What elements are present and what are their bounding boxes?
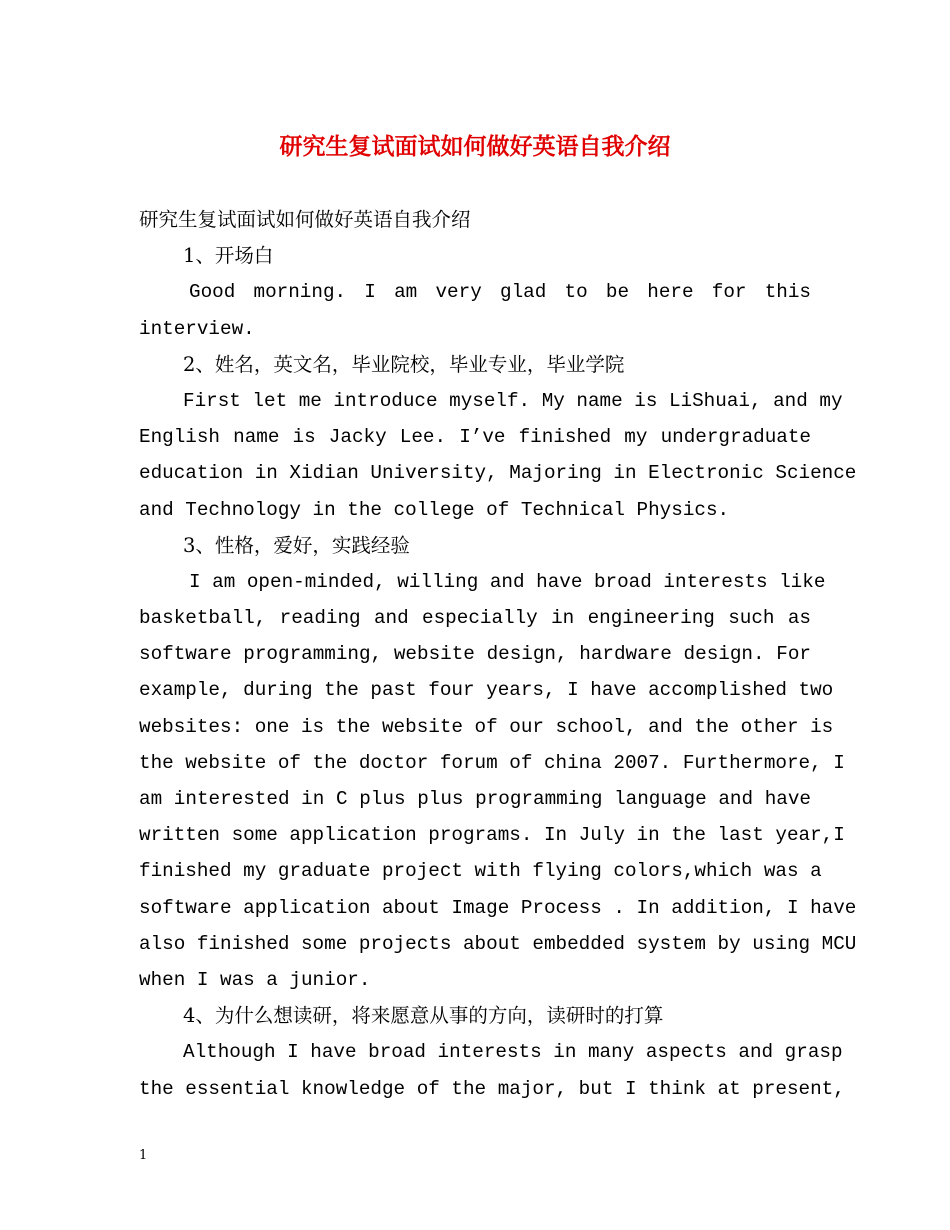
document-body <box>139 202 857 1107</box>
paragraph-line: and Technology in the college of Technical Physics. <box>139 498 730 521</box>
paragraph-line: software programming, website design, hardware design. For <box>139 643 811 666</box>
paragraph-line: basketball, reading and especially in engineering such as <box>139 607 811 630</box>
paragraph-line: English name is Jacky Lee. I’ve finished my undergraduate <box>139 426 811 449</box>
paragraph-line: finished my graduate project with flying colors,which was a <box>139 860 822 883</box>
paragraph-line: interview. <box>139 317 255 340</box>
document-title: 研究生复试面试如何做好英语自我介绍 <box>279 133 671 160</box>
section-heading: 4、为什么想读研，将来愿意从事的方向，读研时的打算 <box>183 1004 664 1028</box>
paragraph-line: written some application programs. In July in the last year,I <box>139 824 845 847</box>
paragraph-line: the website of the doctor forum of china 2007. Furthermore, I <box>139 751 845 774</box>
paragraph-line: when I was a junior. <box>139 968 371 991</box>
paragraph-line: First let me introduce myself. My name is LiShuai, and my <box>183 389 843 412</box>
paragraph-line: websites: one is the website of our school, and the other is <box>139 715 834 738</box>
section-heading: 3、性格，爱好，实践经验 <box>183 533 410 557</box>
section-heading: 2、姓名，英文名，毕业院校，毕业专业，毕业学院 <box>183 352 625 376</box>
paragraph-line: Good morning. I am very glad to be here for this <box>189 281 811 304</box>
paragraph-line: example, during the past four years, I have accomplished two <box>139 679 834 702</box>
paragraph-line: the essential knowledge of the major, but I think at present, <box>139 1077 845 1100</box>
subtitle: 研究生复试面试如何做好英语自我介绍 <box>139 208 471 231</box>
paragraph-line: education in Xidian University, Majoring in Electronic Science <box>139 462 857 485</box>
section-heading: 1、开场白 <box>183 244 274 268</box>
paragraph-line: software application about Image Process . In addition, I have <box>139 896 857 919</box>
paragraph-line: also finished some projects about embedded system by using MCU <box>139 932 857 955</box>
paragraph-line: I am open-minded, willing and have broad interests like <box>189 570 826 593</box>
paragraph-line: am interested in C plus plus programming language and have <box>139 788 811 810</box>
paragraph-line: Although I have broad interests in many aspects and grasp <box>183 1041 843 1064</box>
page-number: 1 <box>139 1148 148 1163</box>
